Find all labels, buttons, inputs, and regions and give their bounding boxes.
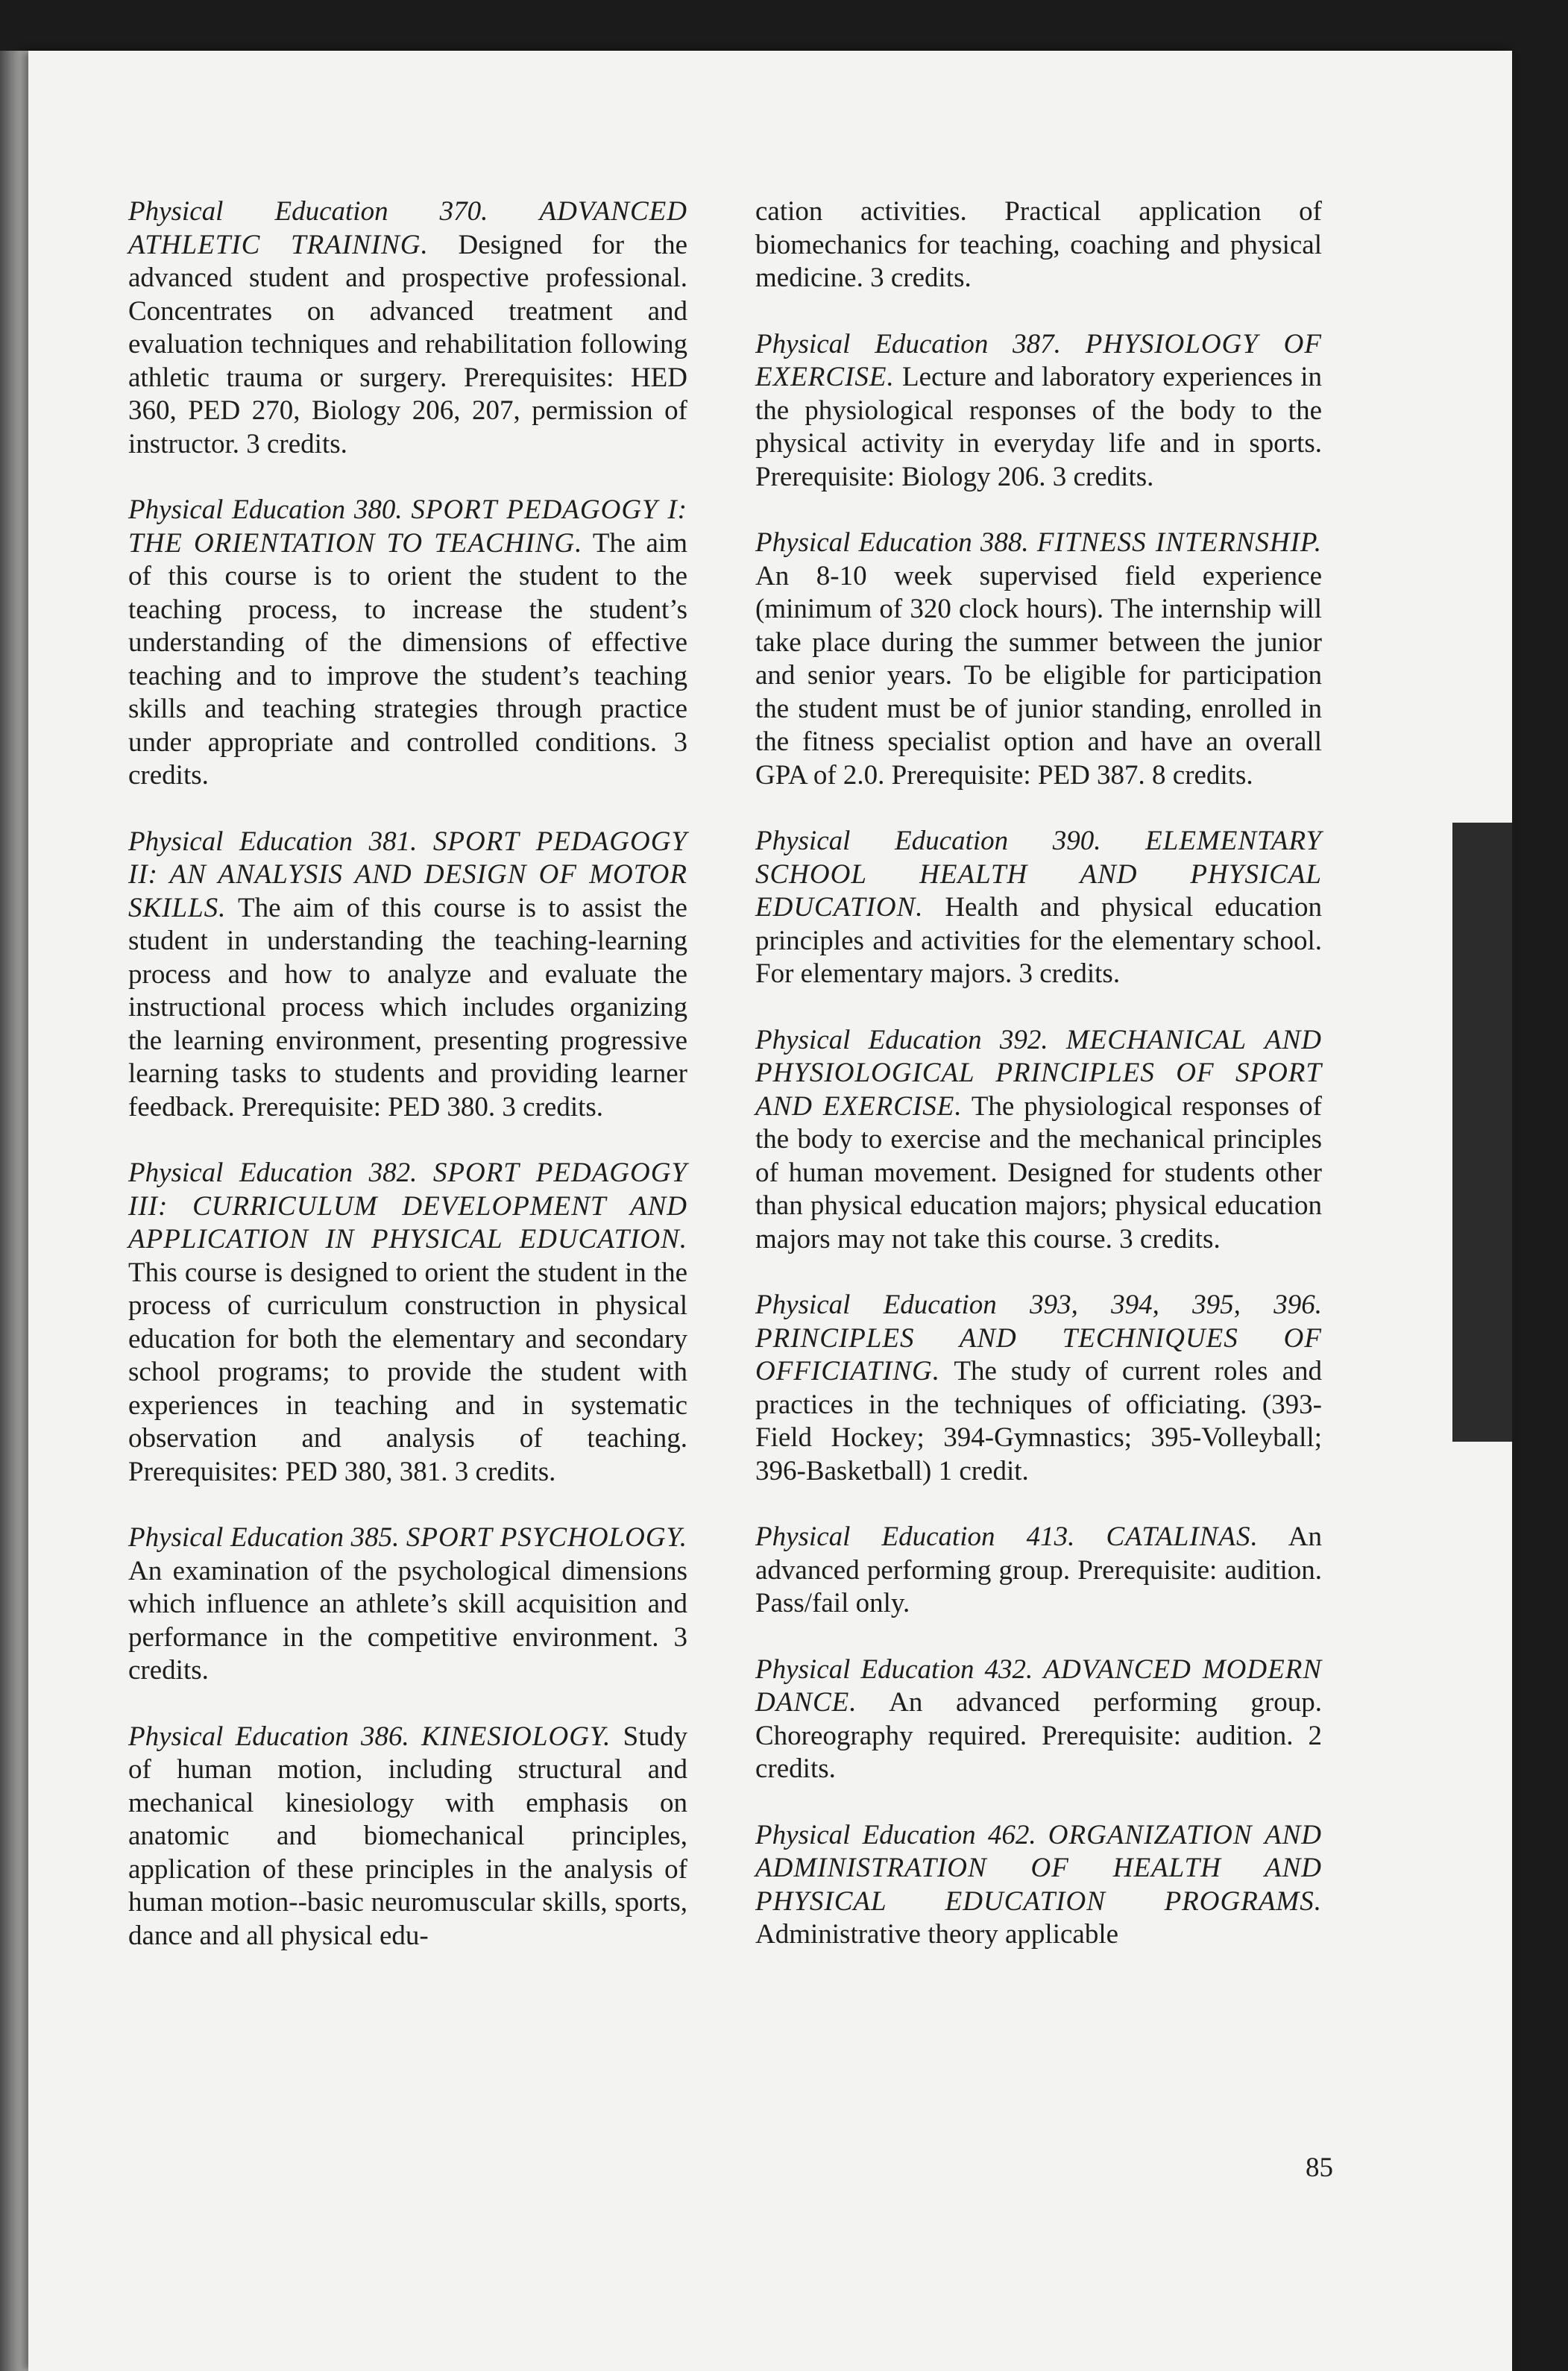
course-description: Health and physical education principles and activities for the elementary school. For elementary majors. 3 credits.	[755, 892, 1322, 989]
course-heading: Physical Education 387.	[755, 328, 1061, 359]
course-description: Administrative theory applicable	[755, 1919, 1119, 1950]
course-title: SPORT PEDAGOGY II: AN ANALYSIS AND DESIGN OF MOTOR SKILLS.	[128, 826, 688, 923]
course-title: ORGANIZATION AND ADMINISTRATION OF HEALTH AND PHYSICAL EDUCATION PROGRAMS.	[755, 1819, 1322, 1917]
course-title: FITNESS INTERNSHIP.	[1036, 527, 1322, 558]
course-entry-ped-462	[755, 1819, 1322, 1952]
course-title: ELEMENTARY SCHOOL HEALTH AND PHYSICAL EDUCATION.	[755, 826, 1322, 923]
course-description: An examination of the psychological dimensions which influence an athlete’s skill acquisition and performance in the competitive environment. 3 credits.	[128, 1555, 687, 1686]
course-entry-ped-387	[755, 328, 1322, 494]
course-description: An 8-10 week supervised field experience (minimum of 320 clock hours). The internship will take place during the summer between the junior and senior years. To be eligible for participation the student must be of junior standing, enrolled in the fitness specialist option and have an overall GPA of 2.0. Prerequisite: PED 387. 8 credits.	[755, 560, 1322, 791]
course-description: An advanced performing group. Choreography required. Prerequisite: audition. 2 credits.	[755, 1687, 1322, 1784]
course-title: SPORT PEDAGOGY I: THE ORIENTATION TO TEACHING.	[128, 494, 687, 559]
course-description: The physiological responses of the body to exercise and the mechanical principles of human movement. Designed for students other than physical education majors; physical education majors may not take this course. 3 credits.	[755, 1090, 1322, 1254]
page-number: 85	[1306, 2152, 1333, 2183]
course-entry-ped-393-396	[755, 1289, 1322, 1488]
course-entry-ped-382	[128, 1157, 687, 1489]
course-description: An advanced performing group. Prerequisite: audition. Pass/fail only.	[755, 1521, 1322, 1618]
course-heading: Physical Education 432.	[755, 1654, 1033, 1685]
course-heading: Physical Education 392.	[755, 1024, 1048, 1055]
course-entry-ped-385	[128, 1521, 687, 1688]
course-description: This course is designed to orient the student in the process of curriculum construction in physical education for both the elementary and secondary school programs; to provide the student with experiences in teaching and in systematic observation and analysis of teaching. Prerequisites: PED 380, 381. 3 credits.	[128, 1257, 687, 1487]
course-description: Study of human motion, including structural and mechanical kinesiology with emphasis on anatomic and biomechanical principles, application of these principles in the analysis of human motion--basic neuromuscular skills, sports, dance and all physical edu-	[128, 1721, 687, 1951]
course-description: Designed for the advanced student and prospective professional. Concentrates on advanced treatment and evaluation techniques and rehabilitation following athletic trauma or surgery. Prerequisites: HED 360, PED 270, Biology 206, 207, permission of instructor. 3 credits.	[128, 229, 687, 459]
right-column	[755, 195, 1322, 1985]
course-heading: Physical Education 385.	[128, 1522, 400, 1553]
course-heading: Physical Education 381.	[128, 826, 418, 857]
course-heading: Physical Education 390.	[755, 826, 1101, 856]
course-description: The aim of this course is to assist the student in understanding the teaching-learning process and how to analyze and evaluate the instructional process which includes organizing the learning environment, presenting progressive learning tasks to students and providing learner feedback. Prerequisite: PED 380. 3 credits.	[128, 892, 687, 1122]
course-entry-ped-370	[128, 195, 687, 461]
course-title: KINESIOLOGY.	[421, 1721, 611, 1752]
course-entry-ped-388	[755, 527, 1322, 792]
course-heading: Physical Education 370.	[128, 196, 488, 227]
thumb-index-tab	[1452, 823, 1512, 1442]
course-entry-ped-390	[755, 825, 1322, 991]
course-entry-ped-392	[755, 1024, 1322, 1257]
course-entry-ped-413	[755, 1521, 1322, 1621]
course-heading: Physical Education 380.	[128, 494, 403, 525]
course-entry-ped-381	[128, 826, 687, 1125]
course-title: MECHANICAL AND PHYSIOLOGICAL PRINCIPLES OF SPORT AND EXERCISE.	[755, 1024, 1322, 1122]
course-heading: Physical Education 413.	[755, 1521, 1075, 1552]
course-entry-ped-432	[755, 1654, 1322, 1786]
course-title: PRINCIPLES AND TECHNIQUES OF OFFICIATING.	[755, 1322, 1322, 1387]
course-heading: Physical Education 382.	[128, 1158, 418, 1188]
course-title: ADVANCED ATHLETIC TRAINING.	[128, 196, 687, 260]
course-heading: Physical Education 462.	[755, 1819, 1036, 1850]
course-entry-ped-386	[128, 1721, 687, 1953]
continued-text: cation activities. Practical application of biomechanics for teaching, coaching and physical medicine. 3 credits.	[755, 196, 1322, 293]
course-heading: Physical Education 386.	[128, 1721, 409, 1752]
course-entry-ped-380	[128, 494, 687, 793]
course-description: The aim of this course is to orient the student to the teaching process, to increase the student’s understanding of the dimensions of effective teaching and to improve the student’s teaching skills and teaching strategies through practice under appropriate and controlled conditions. 3 credits.	[128, 527, 687, 791]
course-title: SPORT PSYCHOLOGY.	[406, 1522, 687, 1553]
course-heading: Physical Education 388.	[755, 527, 1029, 558]
course-description: Lecture and laboratory experiences in the physiological responses of the body to the physical activity in everyday life and in sports. Prerequisite: Biology 206. 3 credits.	[755, 362, 1322, 492]
course-title: ADVANCED MODERN DANCE.	[755, 1654, 1322, 1718]
course-title: SPORT PEDAGOGY III: CURRICULUM DEVELOPMENT AND APPLICATION IN PHYSICAL EDUCATION.	[128, 1158, 688, 1254]
course-heading: Physical Education 393, 394, 395, 396.	[755, 1290, 1322, 1320]
left-column	[128, 195, 687, 1985]
course-title: CATALINAS.	[1106, 1521, 1259, 1552]
course-title: PHYSIOLOGY OF EXERCISE.	[755, 328, 1323, 392]
course-description: The study of current roles and practices in the techniques of officiating. (393-Field Hockey; 394-Gymnastics; 395-Volleyball; 396-Basketball) 1 credit.	[755, 1356, 1322, 1486]
